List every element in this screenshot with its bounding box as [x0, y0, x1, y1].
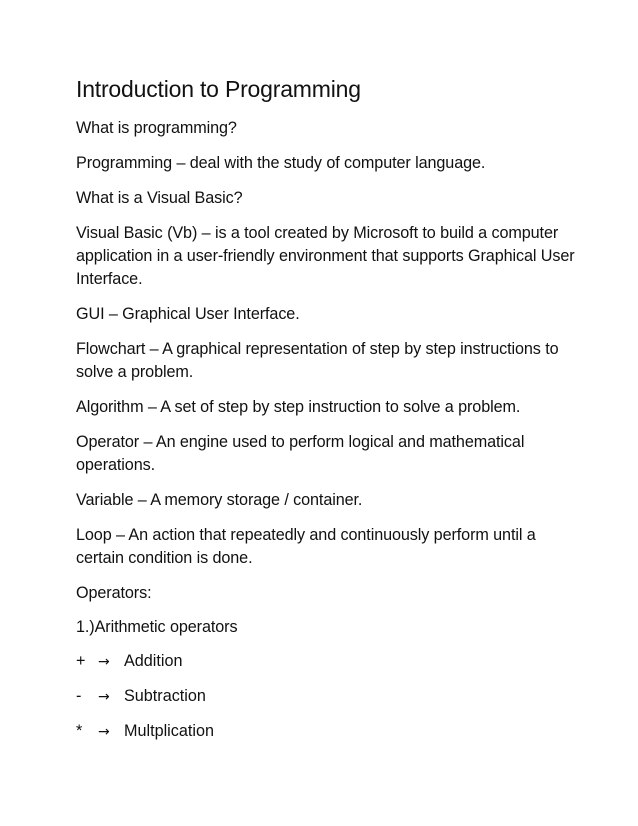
operator-name: Addition	[124, 652, 183, 670]
document-title: Introduction to Programming	[76, 76, 361, 102]
definition-gui: GUI – Graphical User Interface.	[76, 305, 300, 323]
question-what-is-programming: What is programming?	[76, 119, 237, 137]
operator-symbol: +	[76, 652, 86, 670]
operator-item-addition	[76, 650, 576, 674]
arithmetic-operators-heading: 1.)Arithmetic operators	[76, 618, 238, 636]
question-what-is-visual-basic: What is a Visual Basic?	[76, 189, 243, 207]
operator-name: Multplication	[124, 722, 214, 740]
document-content	[76, 74, 576, 755]
definition-variable: Variable – A memory storage / container.	[76, 491, 363, 509]
definition-algorithm: Algorithm – A set of step by step instruction to solve a problem.	[76, 398, 521, 416]
definition-visual-basic: Visual Basic (Vb) – is a tool created by Microsoft to build a computer application in a user-friendly environment that supports Graphical User Interface.	[76, 224, 575, 288]
operator-symbol: -	[76, 687, 82, 705]
arrow-right-icon: →	[98, 689, 110, 705]
definition-operator: Operator – An engine used to perform logical and mathematical operations.	[76, 433, 525, 474]
operator-item-multiplication	[76, 720, 576, 744]
definition-loop: Loop – An action that repeatedly and continuously perform until a certain condition is done.	[76, 526, 536, 567]
operator-name: Subtraction	[124, 687, 206, 705]
arrow-right-icon: →	[98, 654, 110, 670]
definition-programming: Programming – deal with the study of computer language.	[76, 154, 486, 172]
arrow-right-icon: →	[98, 724, 110, 740]
operator-symbol: *	[76, 722, 83, 740]
definition-flowchart: Flowchart – A graphical representation of step by step instructions to solve a problem.	[76, 340, 559, 381]
operator-item-subtraction	[76, 685, 576, 709]
operators-heading: Operators:	[76, 584, 152, 602]
